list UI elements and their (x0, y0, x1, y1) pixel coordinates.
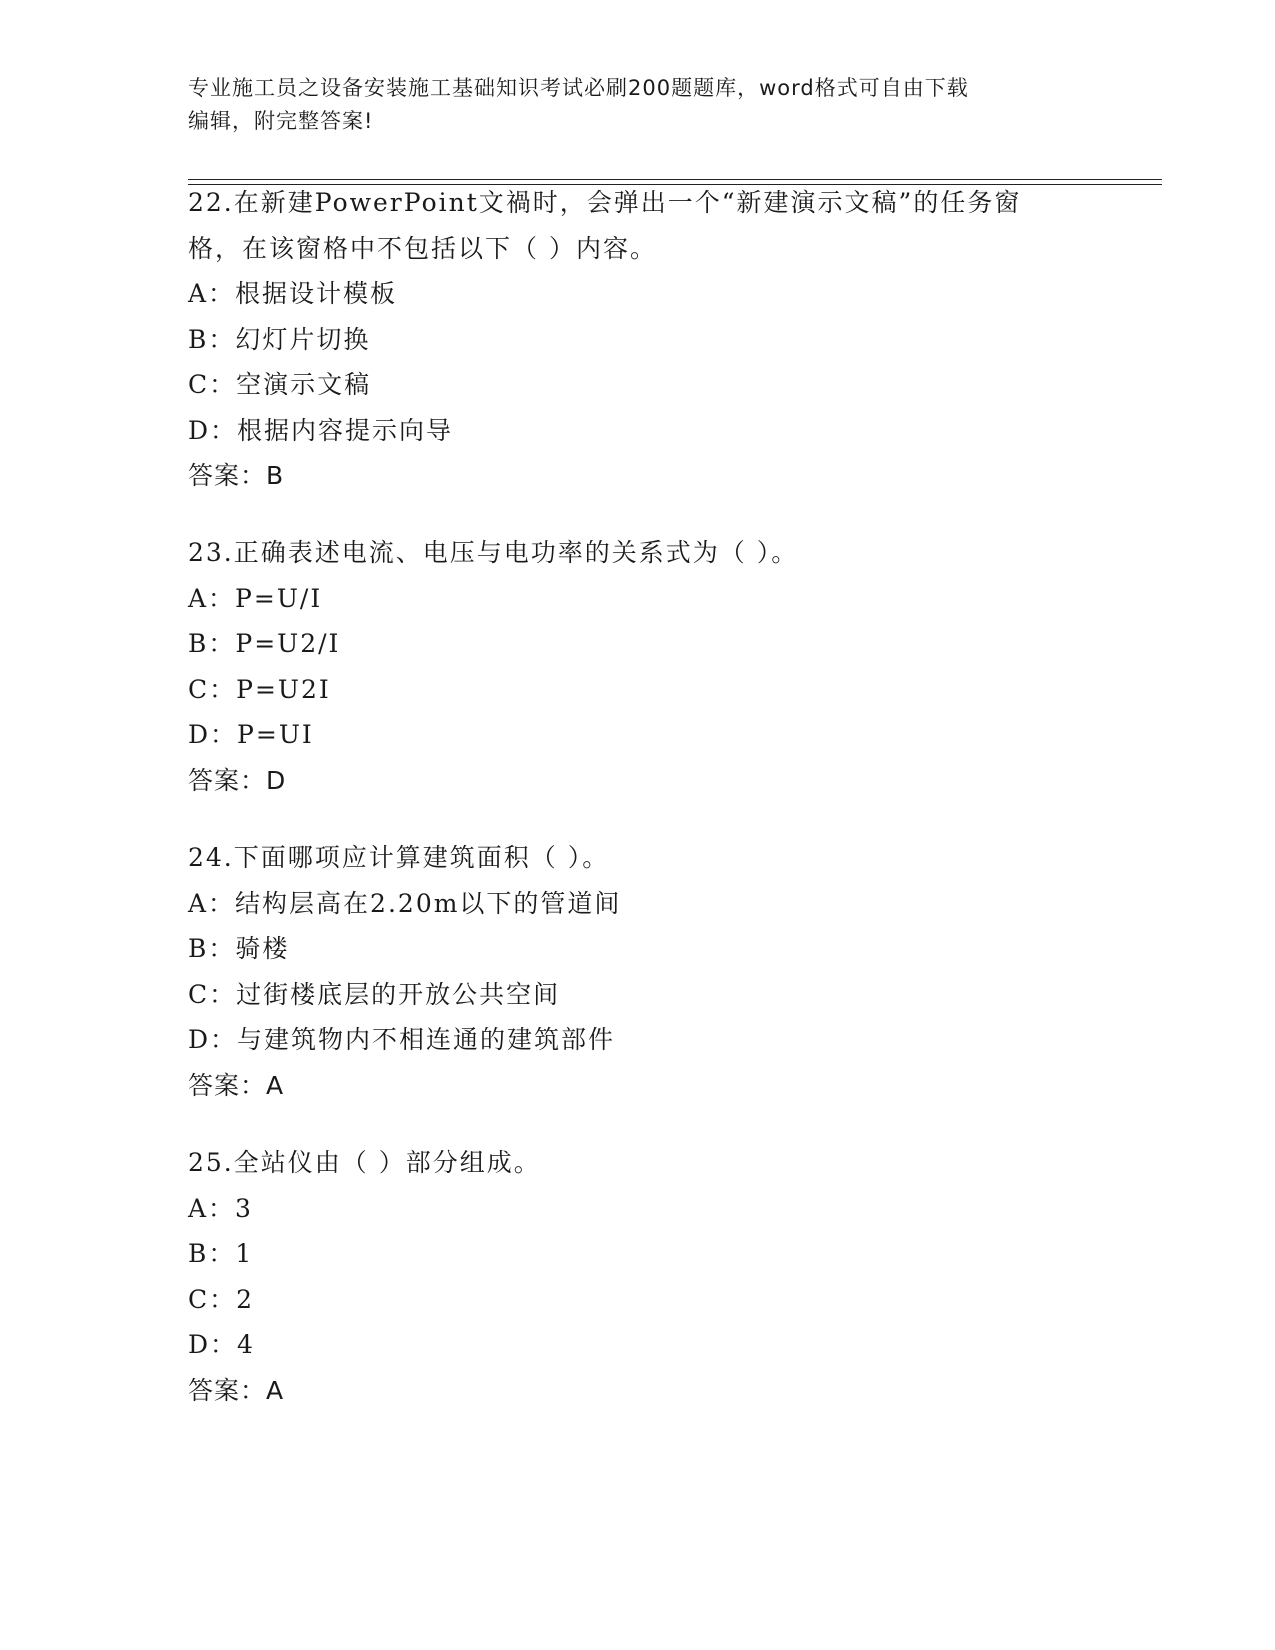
question-stem: 24.下面哪项应计算建筑面积（ ）。 (188, 843, 610, 872)
question-22 (188, 180, 1088, 499)
option-c: C：过街楼底层的开放公共空间 (188, 979, 561, 1009)
question-stem: 22.在新建PowerPoint文禍时，会弹出一个“新建演示文稿”的任务窗格，在该窗格中不包括以下（ ）内容。 (188, 188, 1022, 263)
header-line-2: 编辑，附完整答案! (188, 109, 374, 133)
question-24 (188, 835, 1088, 1108)
option-a: A：结构层高在2.20m以下的管道间 (188, 888, 622, 918)
option-b: B：幻灯片切换 (188, 324, 371, 354)
option-a: A：根据设计模板 (188, 279, 398, 308)
answer-label: 答案：A (188, 1375, 285, 1405)
option-d: D：P=UI (188, 720, 314, 749)
question-stem: 25.全站仪由（ ）部分组成。 (188, 1148, 541, 1177)
option-b: B：P=U2/I (188, 629, 341, 658)
header-line-1: 专业施工员之设备安装施工基础知识考试必刷200题题库，word格式可自由下载 (188, 76, 969, 100)
question-23 (188, 530, 1088, 803)
option-a: A：3 (188, 1193, 253, 1223)
option-d: D：4 (188, 1330, 255, 1359)
answer-label: 答案：A (188, 1070, 285, 1100)
option-d: D：根据内容提示向导 (188, 415, 454, 445)
option-b: B：1 (188, 1239, 254, 1268)
question-25 (188, 1140, 1088, 1413)
option-a: A：P=U/I (188, 583, 323, 613)
option-d: D：与建筑物内不相连通的建筑部件 (188, 1025, 616, 1054)
answer-label: 答案：B (188, 461, 285, 490)
option-c: C：2 (188, 1284, 255, 1314)
document-header (188, 72, 1088, 138)
option-c: C：P=U2I (188, 674, 331, 704)
option-b: B：骑楼 (188, 934, 290, 963)
option-c: C：空演示文稿 (188, 370, 372, 399)
question-stem: 23.正确表述电流、电压与电功率的关系式为（ ）。 (188, 538, 799, 567)
answer-label: 答案：D (188, 765, 287, 795)
